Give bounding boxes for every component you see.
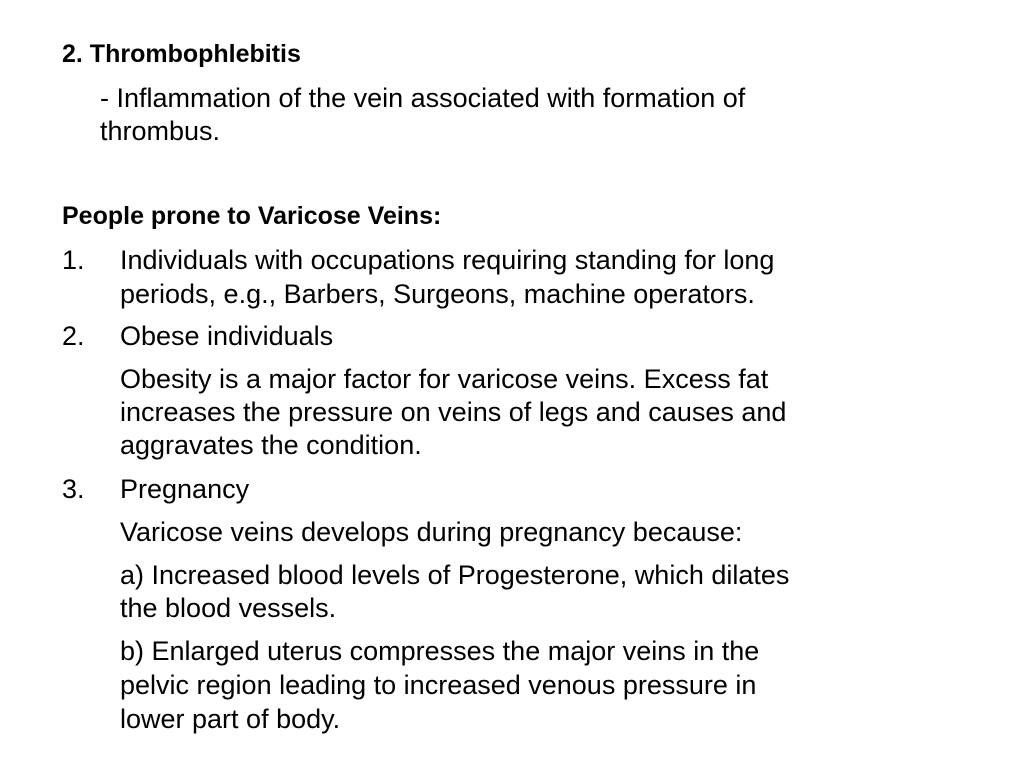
thrombophlebitis-definition-line-2: thrombus. xyxy=(100,116,221,146)
item-3-reason-b-line-2: pelvic region leading to increased venous pressure in xyxy=(120,670,757,700)
item-3-reason-a-line-2: the blood vessels. xyxy=(120,593,337,623)
item-1-line-1: Individuals with occupations requiring standing for long xyxy=(120,245,775,275)
item-2-detail-line-1: Obesity is a major factor for varicose veins. Excess fat xyxy=(120,364,769,394)
item-2-detail-line-2: increases the pressure on veins of legs and causes and xyxy=(120,397,787,427)
varicose-heading: People prone to Varicose Veins: xyxy=(62,202,442,230)
item-3-line-1: Pregnancy xyxy=(120,474,250,504)
thrombophlebitis-heading: 2. Thrombophlebitis xyxy=(62,40,301,68)
item-3-intro-line-1: Varicose veins develops during pregnancy because: xyxy=(120,517,743,547)
item-3-reason-b-line-1: b) Enlarged uterus compresses the major veins in the xyxy=(120,636,760,666)
list-number-2: 2. xyxy=(62,321,85,351)
list-number-1: 1. xyxy=(62,245,85,275)
item-3-reason-b-line-3: lower part of body. xyxy=(120,704,341,734)
thrombophlebitis-definition-line-1: - Inflammation of the vein associated with formation of xyxy=(100,83,746,113)
item-1-line-2: periods, e.g., Barbers, Surgeons, machine operators. xyxy=(120,279,755,309)
item-2-line-1: Obese individuals xyxy=(120,321,334,351)
list-number-3: 3. xyxy=(62,474,85,504)
item-3-reason-a-line-1: a) Increased blood levels of Progesterone, which dilates xyxy=(120,560,790,590)
item-2-detail-line-3: aggravates the condition. xyxy=(120,430,422,460)
